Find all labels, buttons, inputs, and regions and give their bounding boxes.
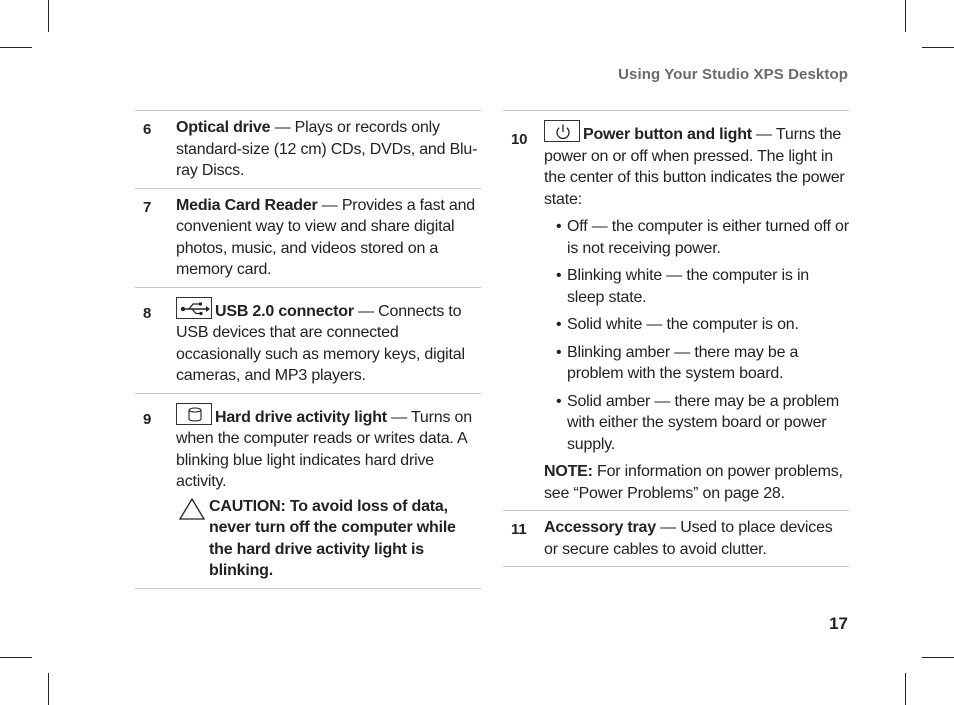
list-item: • Off — the computer is either turned off or is not receiving power. xyxy=(544,216,849,259)
item-optical-drive xyxy=(135,110,481,188)
item-term: Hard drive activity light xyxy=(215,408,387,426)
item-description: — Turns the power on or off when pressed. The light in the center of this button indicates the power state: xyxy=(544,126,845,208)
caution-text: CAUTION: To avoid loss of data, never turn off the computer while the hard drive activity light is blinking. xyxy=(209,497,456,579)
item-number: 11 xyxy=(511,521,527,538)
running-header: Using Your Studio XPS Desktop xyxy=(618,66,848,83)
item-term: Accessory tray xyxy=(544,519,656,536)
crop-mark-top-right-v xyxy=(905,0,906,32)
note-block xyxy=(544,461,849,504)
list-item: • Blinking amber — there may be a problem with the system board. xyxy=(544,342,849,385)
item-term: Power button and light xyxy=(583,126,752,143)
power-icon xyxy=(544,120,580,142)
hard-drive-icon xyxy=(176,403,212,425)
note-label: NOTE: xyxy=(544,463,593,480)
item-body xyxy=(176,117,481,182)
item-number: 9 xyxy=(143,410,152,428)
item-usb-connector xyxy=(135,287,481,393)
item-number: 6 xyxy=(143,121,152,138)
crop-mark-bottom-right-v xyxy=(905,673,906,705)
item-number: 7 xyxy=(143,198,152,216)
list-item: • Blinking white — the computer is in sleep state. xyxy=(544,265,849,308)
right-column xyxy=(503,110,849,567)
item-number: 10 xyxy=(511,131,528,148)
left-column xyxy=(135,110,481,589)
crop-mark-bottom-left-h xyxy=(0,657,32,658)
item-accessory-tray xyxy=(503,510,849,567)
item-description: — Provides a fast and convenient way to view and share digital photos, music, and videos stored on a memory card. xyxy=(176,196,476,278)
item-body xyxy=(176,297,481,387)
list-item: • Solid amber — there may be a problem with either the system board or power supply. xyxy=(544,391,849,456)
crop-mark-top-right-h xyxy=(922,47,954,48)
item-description: — Turns on when the computer reads or writes data. A blinking blue light indicates hard drive activity. xyxy=(176,408,472,490)
item-description: — Used to place devices or secure cables to avoid clutter. xyxy=(544,519,833,558)
crop-mark-top-left-v xyxy=(48,0,49,32)
power-state-list xyxy=(544,216,849,455)
item-number: 8 xyxy=(143,304,152,322)
item-description: — Connects to USB devices that are connected occasionally such as memory keys, digital cameras, and MP3 players. xyxy=(176,302,465,384)
item-description: — Plays or records only standard-size (12 cm) CDs, DVDs, and Blu-ray Discs. xyxy=(176,119,478,179)
item-term: Media Card Reader xyxy=(176,196,318,214)
usb-icon xyxy=(176,297,212,319)
item-term: Optical drive xyxy=(176,119,271,136)
crop-mark-bottom-left-v xyxy=(48,673,49,705)
caution-block xyxy=(176,496,481,582)
item-body xyxy=(176,195,481,281)
page-number: 17 xyxy=(829,614,848,633)
item-body xyxy=(176,403,481,582)
item-hard-drive-light xyxy=(135,393,481,589)
item-media-card-reader xyxy=(135,188,481,287)
list-item: • Solid white — the computer is on. xyxy=(544,314,849,336)
note-text: For information on power problems, see “Power Problems” on page 28. xyxy=(544,463,843,502)
item-body xyxy=(544,517,849,560)
item-term: USB 2.0 connector xyxy=(215,302,354,320)
item-power-button xyxy=(503,110,849,510)
crop-mark-top-left-h xyxy=(0,47,32,48)
item-body xyxy=(544,120,849,504)
caution-icon xyxy=(179,498,205,527)
crop-mark-bottom-right-h xyxy=(922,657,954,658)
